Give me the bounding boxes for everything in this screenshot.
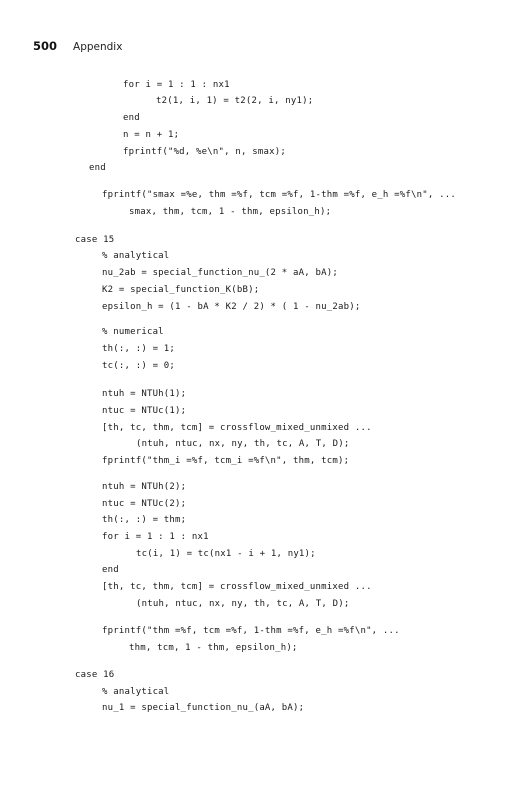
code-line: [th, tc, thm, tcm] = crossflow_mixed_unmixed ... — [102, 423, 372, 433]
code-line: % numerical — [102, 327, 164, 337]
page-number: 500 — [33, 39, 58, 53]
code-line: case 15 — [75, 235, 115, 245]
code-line: tc(i, 1) = tc(nx1 - i + 1, ny1); — [136, 549, 316, 559]
code-line: case 16 — [75, 670, 115, 680]
code-line: n = n + 1; — [123, 130, 180, 140]
code-line: ntuc = NTUc(1); — [102, 406, 187, 416]
code-line: th(:, :) = 1; — [102, 344, 176, 354]
code-line: (ntuh, ntuc, nx, ny, th, tc, A, T, D); — [136, 439, 350, 449]
code-line: fprintf("%d, %e\n", n, smax); — [123, 147, 286, 157]
code-line: tc(:, :) = 0; — [102, 361, 176, 371]
code-line: end — [102, 565, 119, 575]
page-header — [33, 37, 122, 57]
code-line: fprintf("smax =%e, thm =%f, tcm =%f, 1-thm =%f, e_h =%f\n", ... — [102, 190, 456, 200]
code-line: K2 = special_function_K(bB); — [102, 285, 260, 295]
code-line: end — [89, 163, 106, 173]
code-line: thm, tcm, 1 - thm, epsilon_h); — [129, 643, 298, 653]
code-line: for i = 1 : 1 : nx1 — [102, 532, 209, 542]
code-line: ntuc = NTUc(2); — [102, 499, 187, 509]
code-line: smax, thm, tcm, 1 - thm, epsilon_h); — [129, 207, 332, 217]
running-head: Appendix — [73, 41, 123, 53]
code-line: [th, tc, thm, tcm] = crossflow_mixed_unmixed ... — [102, 582, 372, 592]
code-line: end — [123, 113, 140, 123]
code-line: fprintf("thm =%f, tcm =%f, 1-thm =%f, e_h =%f\n", ... — [102, 626, 400, 636]
code-line: nu_2ab = special_function_nu_(2 * aA, bA); — [102, 268, 338, 278]
code-line: % analytical — [102, 251, 170, 261]
code-line: % analytical — [102, 687, 170, 697]
code-line: nu_1 = special_function_nu_(aA, bA); — [102, 703, 305, 713]
code-line: t2(1, i, 1) = t2(2, i, ny1); — [156, 96, 314, 106]
code-line: ntuh = NTUh(1); — [102, 389, 187, 399]
code-line: ntuh = NTUh(2); — [102, 482, 187, 492]
code-line: th(:, :) = thm; — [102, 515, 187, 525]
code-line: for i = 1 : 1 : nx1 — [123, 80, 230, 90]
code-line: epsilon_h = (1 - bA * K2 / 2) * ( 1 - nu_2ab); — [102, 302, 361, 312]
code-line: (ntuh, ntuc, nx, ny, th, tc, A, T, D); — [136, 599, 350, 609]
code-line: fprintf("thm_i =%f, tcm_i =%f\n", thm, tcm); — [102, 456, 350, 466]
